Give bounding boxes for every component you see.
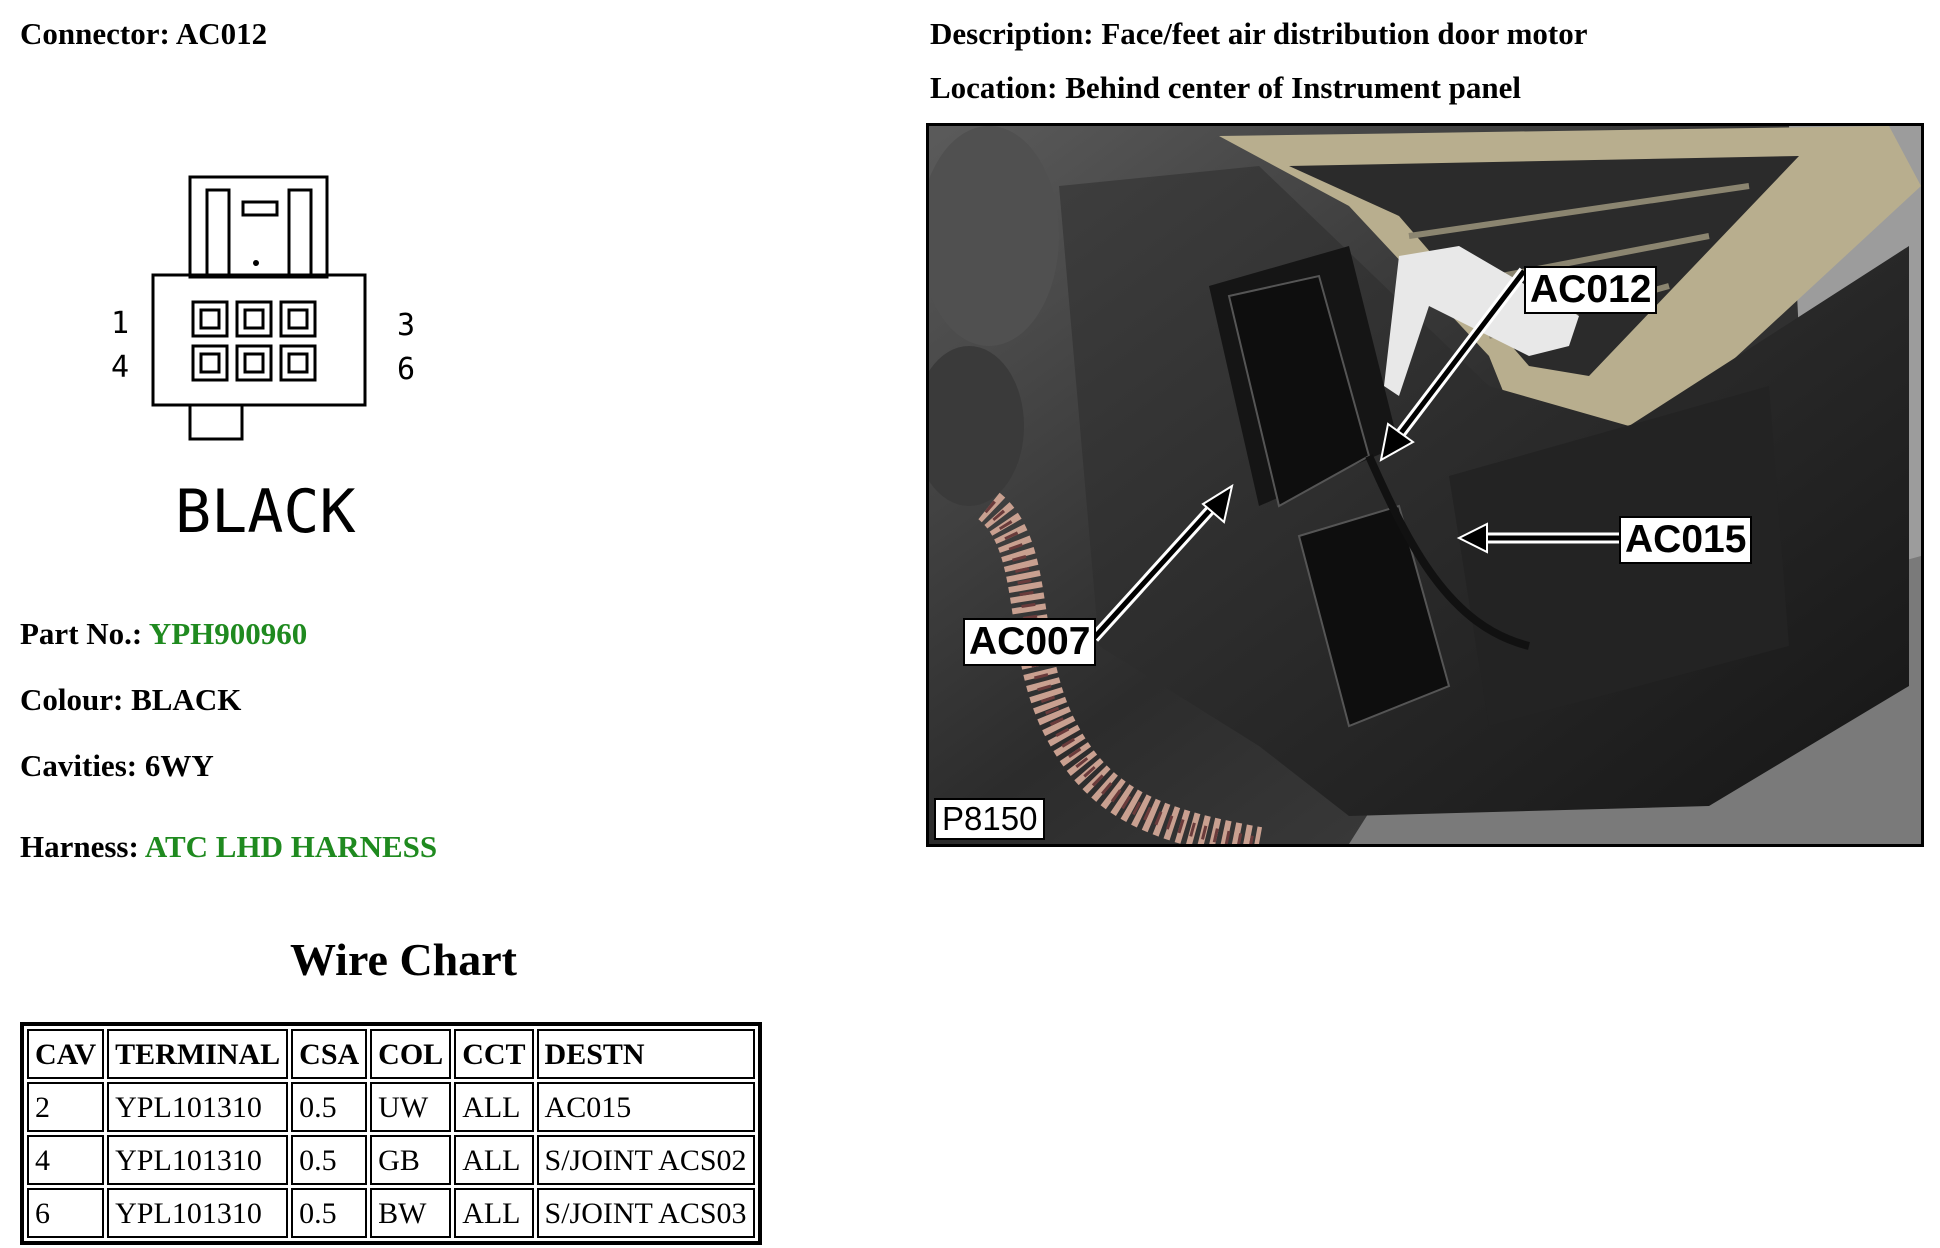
table-header-row <box>27 1029 755 1079</box>
photo-ref-code: P8150 <box>934 798 1045 840</box>
cell-terminal: YPL101310 <box>107 1082 288 1132</box>
col-header-cct: CCT <box>454 1029 533 1079</box>
description-value: Face/feet air distribution door motor <box>1101 16 1588 51</box>
wire-chart-title: Wire Chart <box>290 934 517 985</box>
cell-terminal: YPL101310 <box>107 1188 288 1238</box>
cell-cct: ALL <box>454 1188 533 1238</box>
cell-terminal: YPL101310 <box>107 1135 288 1185</box>
table-row <box>27 1188 755 1238</box>
wire-chart-table <box>20 1022 762 1245</box>
cavities-line <box>20 748 214 784</box>
cell-csa: 0.5 <box>291 1135 367 1185</box>
table-row <box>27 1082 755 1132</box>
pin-label-3: 3 <box>397 308 416 343</box>
harness-label: Harness: <box>20 829 139 864</box>
cell-cct: ALL <box>454 1082 533 1132</box>
harness-link[interactable]: ATC LHD HARNESS <box>144 829 438 864</box>
col-header-csa: CSA <box>291 1029 367 1079</box>
cell-cav: 2 <box>27 1082 104 1132</box>
colour-value: BLACK <box>131 682 242 717</box>
cell-cct: ALL <box>454 1135 533 1185</box>
pin-label-4: 4 <box>111 350 130 385</box>
cell-destn: S/JOINT ACS02 <box>537 1135 755 1185</box>
description-label: Description: <box>930 16 1094 51</box>
cavities-value: 6WY <box>144 748 214 783</box>
cell-destn: S/JOINT ACS03 <box>537 1188 755 1238</box>
callout-ac015: AC015 <box>1619 516 1752 564</box>
cell-csa: 0.5 <box>291 1188 367 1238</box>
cell-cav: 4 <box>27 1135 104 1185</box>
table-row <box>27 1135 755 1185</box>
cell-col: UW <box>370 1082 451 1132</box>
pin-label-6: 6 <box>397 352 416 387</box>
connector-value: AC012 <box>175 16 268 51</box>
col-header-terminal: TERMINAL <box>107 1029 288 1079</box>
colour-line <box>20 682 241 718</box>
cavities-label: Cavities: <box>20 748 138 783</box>
cell-col: GB <box>370 1135 451 1185</box>
location-value: Behind center of Instrument panel <box>1065 70 1522 105</box>
cell-csa: 0.5 <box>291 1082 367 1132</box>
callout-ac007: AC007 <box>963 618 1096 666</box>
col-header-destn: DESTN <box>537 1029 755 1079</box>
part-no-label: Part No.: <box>20 616 143 651</box>
col-header-cav: CAV <box>27 1029 104 1079</box>
connector-line <box>20 16 267 52</box>
description-line <box>930 16 1588 52</box>
cell-col: BW <box>370 1188 451 1238</box>
location-photo <box>926 123 1924 847</box>
diagram-colour-text: BLACK <box>175 477 356 547</box>
callout-ac012: AC012 <box>1524 266 1657 314</box>
pin-label-1: 1 <box>111 306 130 341</box>
part-no-link[interactable]: YPH900960 <box>148 616 308 651</box>
location-label: Location: <box>930 70 1058 105</box>
cavity-grid <box>193 302 315 380</box>
col-header-col: COL <box>370 1029 451 1079</box>
colour-label: Colour: <box>20 682 124 717</box>
part-no-line <box>20 616 307 652</box>
connector-label: Connector: <box>20 16 170 51</box>
location-line <box>930 70 1521 106</box>
connector-face-diagram <box>95 165 435 555</box>
photo-illustration <box>929 126 1921 844</box>
cell-cav: 6 <box>27 1188 104 1238</box>
cell-destn: AC015 <box>537 1082 755 1132</box>
harness-line <box>20 829 437 865</box>
